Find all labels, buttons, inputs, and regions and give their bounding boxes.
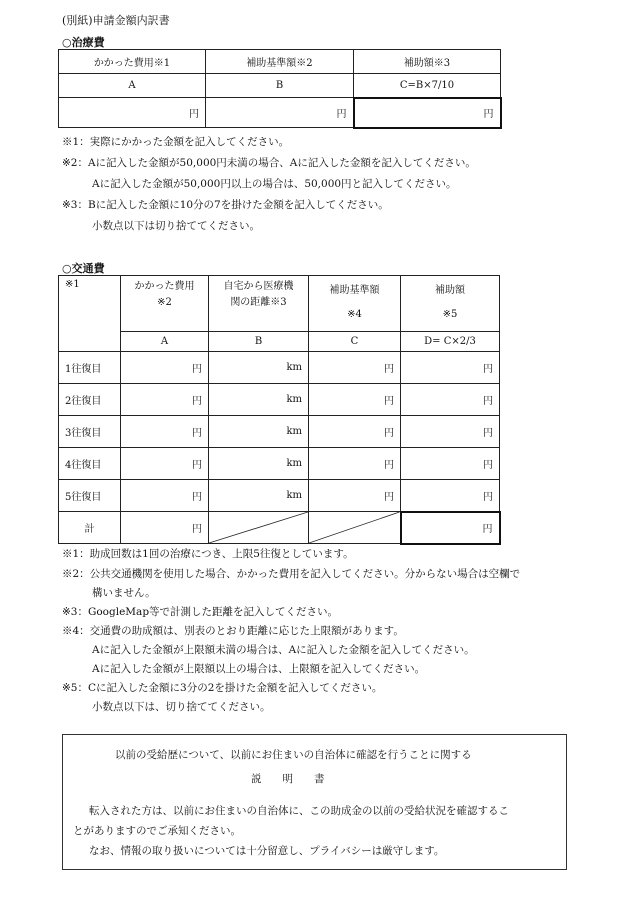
explanation-subtitle: 説 明 書	[251, 773, 325, 785]
transport-header-base	[309, 276, 401, 332]
transport-header-base-line2: ※4	[347, 309, 362, 320]
transport-row-5	[59, 480, 500, 512]
transport-total-distance-struck	[209, 512, 309, 544]
transport-base-field[interactable]: 円	[309, 448, 401, 480]
transport-base-field[interactable]: 円	[309, 480, 401, 512]
treatment-code-a: A	[59, 74, 206, 98]
transport-cost-field[interactable]: 円	[121, 416, 209, 448]
transport-header-row	[59, 276, 500, 332]
transport-row-2	[59, 384, 500, 416]
treatment-header-base: 補助基準額※2	[206, 50, 354, 74]
transport-distance-field[interactable]: km	[209, 448, 309, 480]
transport-header-cost	[121, 276, 209, 332]
transport-note-4-cont-2: Aに記入した金額が上限額以上の場合は、上限額を記入してください。	[92, 663, 426, 675]
transport-total-base-struck	[309, 512, 401, 544]
explanation-paragraph-2: なお、情報の取り扱いについては十分留意し、プライバシーは厳守します。	[89, 845, 445, 857]
transport-code-b: B	[209, 332, 309, 352]
transport-distance-field[interactable]: km	[209, 352, 309, 384]
transport-header-subsidy-line2: ※5	[442, 309, 458, 320]
transport-header-base-line1: 補助基準額	[329, 285, 380, 296]
explanation-box	[62, 734, 567, 870]
transport-note-4: ※4：交通費の助成額は、別表のとおり距離に応じた上限額があります。	[62, 625, 404, 637]
transport-note-4-cont-1: Aに記入した金額が上限額未満の場合は、Aに記入した金額を記入してください。	[92, 644, 475, 656]
transport-header-distance-line1: 自宅から医療機	[223, 281, 294, 292]
transport-row-label: 5往復目	[59, 480, 121, 512]
transport-header-cost-line1: かかった費用	[134, 281, 195, 292]
explanation-paragraph-1-line-1: 転入された方は、以前にお住まいの自治体に、この助成金の以前の受給状況を確認するこ	[89, 805, 509, 817]
transport-row-label: 2往復目	[59, 384, 121, 416]
treatment-heading: ○治療費	[62, 36, 105, 49]
treatment-note-1: ※1：実際にかかった金額を記入してください。	[62, 136, 290, 148]
treatment-subsidy-field[interactable]: 円	[354, 98, 501, 128]
treatment-base-field[interactable]: 円	[206, 98, 354, 128]
transport-note-3: ※3：GoogleMap等で計測した距離を記入してください。	[62, 606, 339, 618]
treatment-code-row	[59, 74, 501, 98]
transport-note-2-cont: 構いません。	[92, 587, 156, 599]
transport-header-subsidy	[401, 276, 500, 332]
transport-cost-field[interactable]: 円	[121, 384, 209, 416]
transport-header-subsidy-line1: 補助額	[435, 285, 465, 296]
transport-header-distance	[209, 276, 309, 332]
transport-header-round: ※1	[59, 276, 121, 352]
treatment-header-row	[59, 50, 501, 74]
transport-header-cost-line2: ※2	[157, 297, 172, 308]
treatment-note-2: ※2：Aに記入した金額が50,000円未満の場合、Aに記入した金額を記入してください。	[62, 157, 476, 169]
transport-subsidy-field[interactable]: 円	[401, 384, 500, 416]
document-title: (別紙)申請金額内訳書	[62, 14, 170, 27]
transport-note-5-cont: 小数点以下は、切り捨ててください。	[92, 701, 271, 713]
transport-table	[58, 275, 501, 545]
transport-subsidy-field[interactable]: 円	[401, 448, 500, 480]
transport-distance-field[interactable]: km	[209, 480, 309, 512]
transport-total-row	[59, 512, 500, 544]
transport-header-distance-line2: 関の距離※3	[230, 297, 287, 308]
transport-base-field[interactable]: 円	[309, 416, 401, 448]
diagonal-strike-line	[209, 512, 308, 543]
transport-base-field[interactable]: 円	[309, 384, 401, 416]
transport-subsidy-field[interactable]: 円	[401, 352, 500, 384]
transport-code-row	[59, 332, 500, 352]
transport-total-cost-field[interactable]: 円	[121, 512, 209, 544]
transport-row-1	[59, 352, 500, 384]
transport-cost-field[interactable]: 円	[121, 352, 209, 384]
explanation-paragraph-1-line-2: とがありますのでご承知ください。	[73, 825, 241, 837]
transport-heading: ○交通費	[62, 262, 105, 275]
transport-code-d: D= C×2/3	[401, 332, 500, 352]
transport-row-label: 4往復目	[59, 448, 121, 480]
transport-base-field[interactable]: 円	[309, 352, 401, 384]
transport-row-3	[59, 416, 500, 448]
treatment-header-subsidy: 補助額※3	[354, 50, 501, 74]
transport-row-label: 3往復目	[59, 416, 121, 448]
treatment-code-b: B	[206, 74, 354, 98]
transport-distance-field[interactable]: km	[209, 384, 309, 416]
transport-cost-field[interactable]: 円	[121, 448, 209, 480]
transport-subsidy-field[interactable]: 円	[401, 480, 500, 512]
treatment-cost-field[interactable]: 円	[59, 98, 206, 128]
transport-subsidy-field[interactable]: 円	[401, 416, 500, 448]
transport-note-1: ※1：助成回数は1回の治療につき、上限5往復としています。	[62, 548, 354, 560]
diagonal-strike-line	[309, 512, 400, 543]
explanation-heading: 以前の受給歴について、以前にお住まいの自治体に確認を行うことに関する	[115, 749, 472, 761]
transport-row-4	[59, 448, 500, 480]
treatment-code-c: C=B×7/10	[354, 74, 501, 98]
treatment-note-3: ※3：Bに記入した金額に10分の7を掛けた金額を記入してください。	[62, 199, 389, 211]
transport-note-5: ※5：Cに記入した金額に3分の2を掛けた金額を記入してください。	[62, 682, 383, 694]
treatment-input-row	[59, 98, 501, 128]
treatment-table	[58, 49, 502, 129]
transport-code-c: C	[309, 332, 401, 352]
transport-cost-field[interactable]: 円	[121, 480, 209, 512]
transport-note-2: ※2：公共交通機関を使用した場合、かかった費用を記入してください。分からない場合は空欄で	[62, 568, 521, 580]
treatment-header-cost: かかった費用※1	[59, 50, 206, 74]
transport-total-label: 計	[59, 512, 121, 544]
treatment-note-3-cont: 小数点以下は切り捨ててください。	[92, 220, 260, 232]
transport-total-subsidy-field[interactable]: 円	[401, 512, 500, 544]
treatment-note-2-cont: Aに記入した金額が50,000円以上の場合は、50,000円と記入してください。	[92, 178, 457, 190]
transport-distance-field[interactable]: km	[209, 416, 309, 448]
transport-code-a: A	[121, 332, 209, 352]
transport-row-label: 1往復目	[59, 352, 121, 384]
